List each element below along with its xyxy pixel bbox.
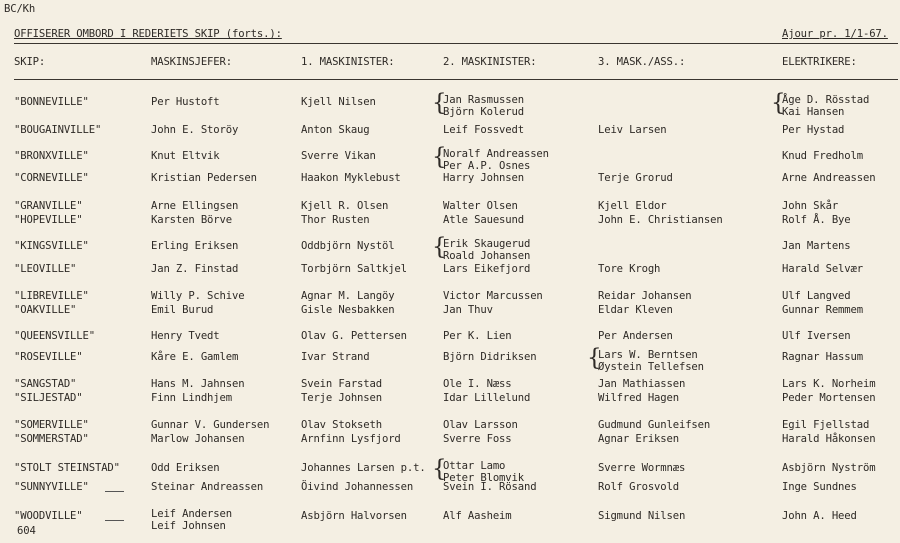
- cell-ship: "HOPEVILLE": [14, 214, 83, 226]
- brace-second: {: [432, 234, 447, 260]
- cell-elec: Egil Fjellstad: [782, 419, 870, 431]
- cell-elec: John A. Heed: [782, 510, 857, 522]
- cell-chief: Odd Eriksen: [151, 462, 220, 474]
- cell-third-second-line: Øystein Tellefsen: [598, 361, 704, 373]
- cell-chief: Hans M. Jahnsen: [151, 378, 245, 390]
- cell-third: Terje Grorud: [598, 172, 673, 184]
- cell-chief: Arne Ellingsen: [151, 200, 239, 212]
- cell-ship: "CORNEVILLE": [14, 172, 89, 184]
- cell-second-second-line: Roald Johansen: [443, 250, 531, 262]
- cell-elec-second-line: Kai Hansen: [782, 106, 845, 118]
- cell-chief: Leif Andersen: [151, 508, 232, 520]
- cell-chief: Emil Burud: [151, 304, 214, 316]
- ink-dash: [105, 520, 124, 521]
- cell-ship: "LEOVILLE": [14, 263, 77, 275]
- cell-chief: Per Hustoft: [151, 96, 220, 108]
- cell-chief: Jan Z. Finstad: [151, 263, 239, 275]
- cell-first: Öivind Johannessen: [301, 481, 414, 493]
- cell-chief: Steinar Andreassen: [151, 481, 264, 493]
- cell-second: Erik Skaugerud: [443, 238, 531, 250]
- cell-second: Olav Larsson: [443, 419, 518, 431]
- cell-third: Wilfred Hagen: [598, 392, 679, 404]
- cell-first: Johannes Larsen p.t.: [301, 462, 426, 474]
- cell-elec: Arne Andreassen: [782, 172, 876, 184]
- brace-second: {: [432, 144, 447, 170]
- cell-first: Thor Rusten: [301, 214, 370, 226]
- brace-third: {: [587, 345, 602, 371]
- title-rule: [14, 43, 898, 44]
- cell-second: Leif Fossvedt: [443, 124, 524, 136]
- cell-chief: Kåre E. Gamlem: [151, 351, 239, 363]
- cell-third: Rolf Grosvold: [598, 481, 679, 493]
- cell-first: Kjell R. Olsen: [301, 200, 389, 212]
- header-chief-engineer: MASKINSJEFER:: [151, 56, 232, 68]
- cell-chief: Willy P. Schive: [151, 290, 245, 302]
- header-ship: SKIP:: [14, 56, 46, 68]
- cell-first: Olav G. Pettersen: [301, 330, 407, 342]
- cell-second: Björn Didriksen: [443, 351, 537, 363]
- cell-first: Agnar M. Langöy: [301, 290, 395, 302]
- document-title: OFFISERER OMBORD I REDERIETS SKIP (forts.):: [14, 28, 282, 40]
- cell-third: Sverre Wormnæs: [598, 462, 686, 474]
- cell-elec: John Skår: [782, 200, 839, 212]
- cell-third: Reidar Johansen: [598, 290, 692, 302]
- cell-chief-second-line: Leif Johnsen: [151, 520, 226, 532]
- cell-elec: Knud Fredholm: [782, 150, 863, 162]
- header-second-engineer: 2. MASKINISTER:: [443, 56, 537, 68]
- cell-ship: "BRONXVILLE": [14, 150, 89, 162]
- cell-ship: "SANGSTAD": [14, 378, 77, 390]
- cell-second: Harry Johnsen: [443, 172, 524, 184]
- cell-first: Olav Stokseth: [301, 419, 382, 431]
- cell-elec: Åge D. Rösstad: [782, 94, 870, 106]
- cell-first: Oddbjörn Nystöl: [301, 240, 395, 252]
- cell-chief: Knut Eltvik: [151, 150, 220, 162]
- cell-second: Atle Sauesund: [443, 214, 524, 226]
- cell-ship: "SILJESTAD": [14, 392, 83, 404]
- cell-chief: Erling Eriksen: [151, 240, 239, 252]
- cell-third: Eldar Kleven: [598, 304, 673, 316]
- cell-first: Arnfinn Lysfjord: [301, 433, 401, 445]
- cell-second-second-line: Per A.P. Osnes: [443, 160, 531, 172]
- cell-third: Tore Krogh: [598, 263, 661, 275]
- cell-second-second-line: Peter Blomvik: [443, 472, 524, 484]
- cell-first: Terje Johnsen: [301, 392, 382, 404]
- cell-second: Idar Lillelund: [443, 392, 531, 404]
- cell-elec: Inge Sundnes: [782, 481, 857, 493]
- cell-elec: Jan Martens: [782, 240, 851, 252]
- cell-elec: Ulf Langved: [782, 290, 851, 302]
- header-electrician: ELEKTRIKERE:: [782, 56, 857, 68]
- cell-second: Svein I. Rösand: [443, 481, 537, 493]
- cell-second: Lars Eikefjord: [443, 263, 531, 275]
- cell-third: Sigmund Nilsen: [598, 510, 686, 522]
- cell-ship: "BOUGAINVILLE": [14, 124, 102, 136]
- cell-first: Haakon Myklebust: [301, 172, 401, 184]
- cell-third: Jan Mathiassen: [598, 378, 686, 390]
- cell-ship: "OAKVILLE": [14, 304, 77, 316]
- cell-second: Alf Aasheim: [443, 510, 512, 522]
- cell-elec: Harald Selvær: [782, 263, 863, 275]
- cell-third: Leiv Larsen: [598, 124, 667, 136]
- cell-ship: "SOMERVILLE": [14, 419, 89, 431]
- cell-first: Ivar Strand: [301, 351, 370, 363]
- cell-second: Jan Rasmussen: [443, 94, 524, 106]
- cell-second: Per K. Lien: [443, 330, 512, 342]
- cell-chief: Finn Lindhjem: [151, 392, 232, 404]
- cell-chief: Karsten Börve: [151, 214, 232, 226]
- cell-ship: "WOODVILLE": [14, 510, 83, 522]
- brace-second: {: [432, 90, 447, 116]
- brace-elec: {: [771, 90, 786, 116]
- cell-third: Kjell Eldor: [598, 200, 667, 212]
- cell-first: Kjell Nilsen: [301, 96, 376, 108]
- cell-first: Svein Farstad: [301, 378, 382, 390]
- cell-third: John E. Christiansen: [598, 214, 723, 226]
- cell-third: Lars W. Berntsen: [598, 349, 698, 361]
- cell-chief: John E. Storöy: [151, 124, 239, 136]
- header-rule: [14, 79, 898, 80]
- cell-second-second-line: Björn Kolerud: [443, 106, 524, 118]
- cell-chief: Gunnar V. Gundersen: [151, 419, 270, 431]
- ink-dash: [105, 491, 124, 492]
- cell-second: Victor Marcussen: [443, 290, 543, 302]
- cell-ship: "KINGSVILLE": [14, 240, 89, 252]
- cell-ship: "BONNEVILLE": [14, 96, 89, 108]
- cell-ship: "GRANVILLE": [14, 200, 83, 212]
- document-date: Ajour pr. 1/1-67.: [782, 28, 888, 40]
- header-third-engineer: 3. MASK./ASS.:: [598, 56, 686, 68]
- cell-elec: Harald Håkonsen: [782, 433, 876, 445]
- brace-second: {: [432, 456, 447, 482]
- cell-third: Per Andersen: [598, 330, 673, 342]
- cell-elec: Per Hystad: [782, 124, 845, 136]
- cell-first: Asbjörn Halvorsen: [301, 510, 407, 522]
- cell-third: Agnar Eriksen: [598, 433, 679, 445]
- cell-ship: "ROSEVILLE": [14, 351, 83, 363]
- cell-second: Noralf Andreassen: [443, 148, 549, 160]
- cell-ship: "SUNNYVILLE": [14, 481, 89, 493]
- cell-elec: Ulf Iversen: [782, 330, 851, 342]
- cell-second: Walter Olsen: [443, 200, 518, 212]
- cell-elec: Lars K. Norheim: [782, 378, 876, 390]
- cell-first: Sverre Vikan: [301, 150, 376, 162]
- reference-code: BC/Kh: [4, 3, 36, 15]
- header-first-engineer: 1. MASKINISTER:: [301, 56, 395, 68]
- cell-elec: Gunnar Remmem: [782, 304, 863, 316]
- page-number: 604: [17, 525, 36, 537]
- cell-second: Ole I. Næss: [443, 378, 512, 390]
- cell-first: Anton Skaug: [301, 124, 370, 136]
- cell-first: Gisle Nesbakken: [301, 304, 395, 316]
- cell-first: Torbjörn Saltkjel: [301, 263, 407, 275]
- cell-ship: "STOLT STEINSTAD": [14, 462, 120, 474]
- cell-elec: Rolf Å. Bye: [782, 214, 851, 226]
- cell-chief: Kristian Pedersen: [151, 172, 257, 184]
- cell-ship: "SOMMERSTAD": [14, 433, 89, 445]
- cell-chief: Marlow Johansen: [151, 433, 245, 445]
- cell-elec: Peder Mortensen: [782, 392, 876, 404]
- cell-third: Gudmund Gunleifsen: [598, 419, 711, 431]
- cell-second: Jan Thuv: [443, 304, 493, 316]
- cell-second: Sverre Foss: [443, 433, 512, 445]
- cell-second: Ottar Lamo: [443, 460, 506, 472]
- cell-chief: Henry Tvedt: [151, 330, 220, 342]
- cell-ship: "LIBREVILLE": [14, 290, 89, 302]
- cell-elec: Ragnar Hassum: [782, 351, 863, 363]
- cell-elec: Asbjörn Nyström: [782, 462, 876, 474]
- cell-ship: "QUEENSVILLE": [14, 330, 95, 342]
